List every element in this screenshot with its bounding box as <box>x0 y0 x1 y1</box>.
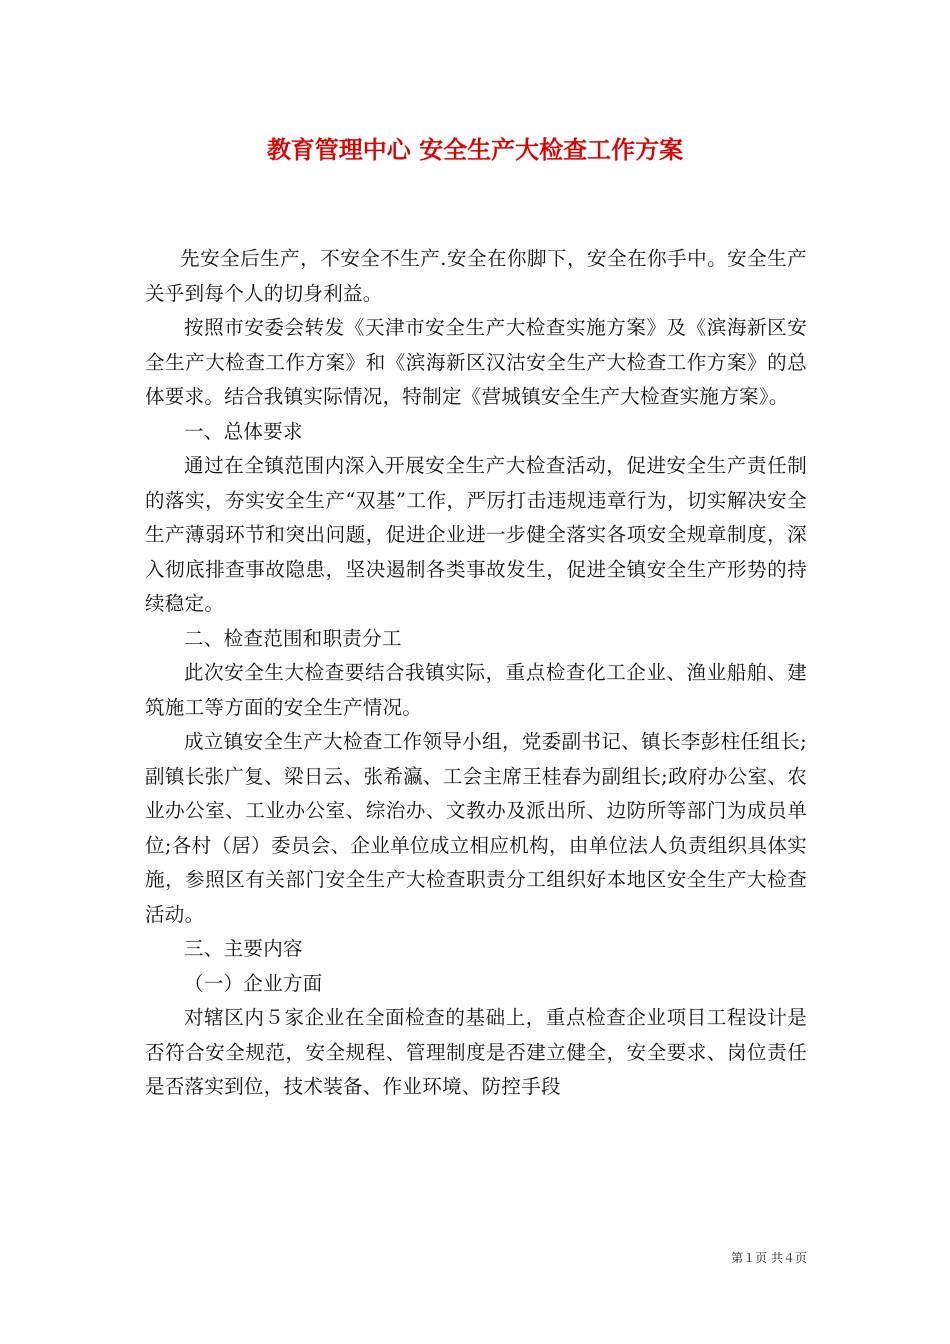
paragraph-leadership: 成立镇安全生产大检查工作领导小组，党委副书记、镇长李彭柱任组长;副镇长张广复、梁日云、张希瀛、工会主席王桂春为副组长;政府办公室、农业办公室、工业办公室、综治办、文教办及派出所、边防所等部门为成员单位;各村（居）委员会、企业单位成立相应机构，由单位法人负责组织具体实施，参照区有关部门安全生产大检查职责分工组织好本地区安全生产大检查活动。 <box>145 730 807 926</box>
paragraph-intro: 先安全后生产，不安全不生产.安全在你脚下，安全在你手中。安全生产关乎到每个人的切身利益。 <box>145 247 807 305</box>
page-number: 第１页 共４页 <box>731 1251 807 1265</box>
paragraph-scope: 此次安全生大检查要结合我镇实际，重点检查化工企业、渔业船舶、建筑施工等方面的安全生产情况。 <box>145 661 807 719</box>
document-title: 教育管理中心 安全生产大检查工作方案 <box>266 136 684 164</box>
document-body <box>145 242 807 1105</box>
paragraph-enterprise: 对辖区内５家企业在全面检查的基础上，重点检查企业项目工程设计是否符合安全规范，安全规程、管理制度是否建立健全，安全要求、岗位责任是否落实到位，技术装备、作业环境、防控手段 <box>145 1006 807 1098</box>
paragraph-general: 通过在全镇范围内深入开展安全生产大检查活动，促进安全生产责任制的落实，夯实安全生产“双基”工作，严厉打击违规违章行为，切实解决安全生产薄弱环节和突出问题，促进企业进一步健全落实各项安全规章制度，深入彻底排查事故隐患，坚决遏制各类事故发生，促进全镇安全生产形势的持续稳定。 <box>145 454 807 615</box>
paragraph-basis: 按照市安委会转发《天津市安全生产大检查实施方案》及《滨海新区安全生产大检查工作方案》和《滨海新区汉沽安全生产大检查工作方案》的总体要求。结合我镇实际情况，特制定《营城镇安全生产大检查实施方案》。 <box>145 316 807 408</box>
subsection-heading-enterprise: （一）企业方面 <box>184 971 323 995</box>
section-heading-scope: 二、检查范围和职责分工 <box>184 626 402 650</box>
section-heading-content: 三、主要内容 <box>184 937 303 960</box>
section-heading-general: 一、总体要求 <box>184 419 303 443</box>
